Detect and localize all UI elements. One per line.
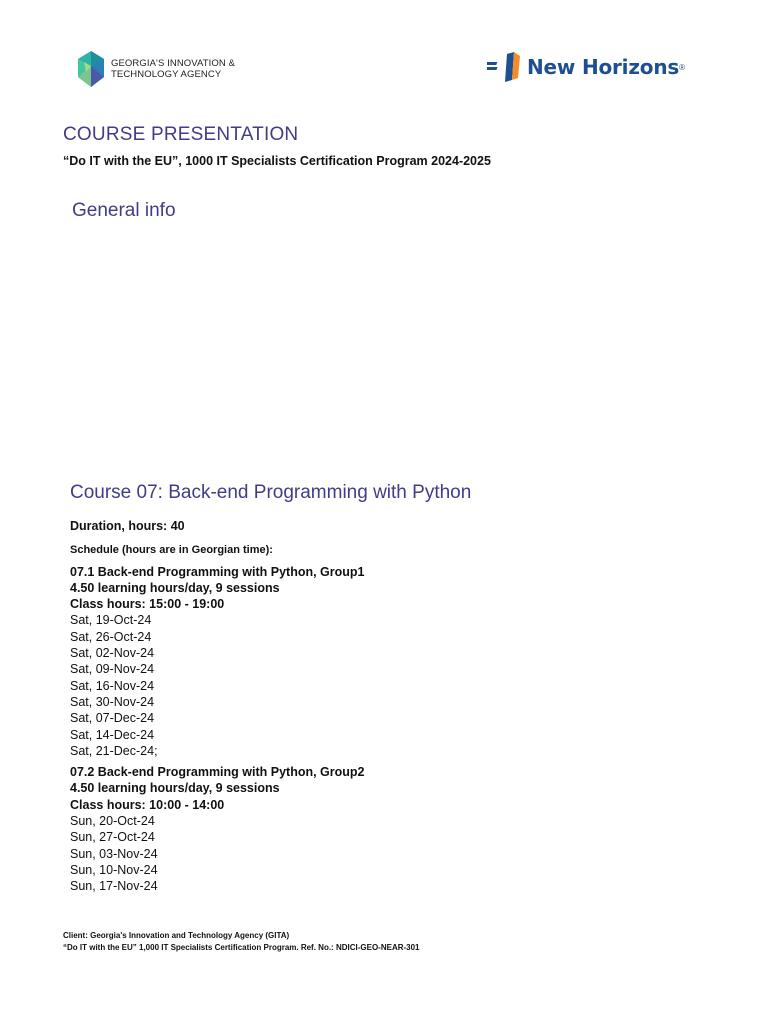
session-date: Sat, 14-Dec-24 bbox=[70, 727, 155, 742]
session-date: Sat, 21-Dec-24; bbox=[70, 743, 158, 758]
course-duration: Duration, hours: 40 bbox=[70, 519, 185, 533]
gita-logo-line2: TECHNOLOGY AGENCY bbox=[111, 69, 222, 80]
group-name: 07.1 Back-end Programming with Python, Group1 bbox=[70, 564, 365, 579]
session-date: Sat, 19-Oct-24 bbox=[70, 613, 152, 628]
session-date: Sat, 16-Nov-24 bbox=[70, 678, 155, 693]
footer-reference: “Do IT with the EU” 1,000 IT Specialists Certification Program. Ref. No.: NDICI-GEO-NEAR-301 bbox=[63, 942, 420, 952]
group-load: 4.50 learning hours/day, 9 sessions bbox=[70, 781, 280, 796]
session-date: Sat, 02-Nov-24 bbox=[70, 646, 155, 661]
group-hours: Class hours: 10:00 - 14:00 bbox=[70, 797, 225, 812]
gita-logo-line1: GEORGIA'S INNOVATION & bbox=[111, 58, 236, 69]
registered-mark: ® bbox=[679, 62, 685, 72]
group-load: 4.50 learning hours/day, 9 sessions bbox=[70, 580, 280, 595]
session-date: Sun, 10-Nov-24 bbox=[70, 862, 158, 877]
schedule-note: Schedule (hours are in Georgian time): bbox=[70, 544, 273, 557]
course-heading: Course 07: Back-end Programming with Python bbox=[70, 482, 472, 503]
gita-logo-icon bbox=[76, 50, 106, 88]
group-hours: Class hours: 15:00 - 19:00 bbox=[70, 597, 225, 612]
new-horizons-logo-text: New Horizons bbox=[527, 55, 680, 79]
group-section bbox=[70, 564, 670, 760]
session-date: Sun, 03-Nov-24 bbox=[70, 846, 158, 861]
session-date: Sat, 26-Oct-24 bbox=[70, 629, 152, 644]
course-details bbox=[70, 518, 670, 900]
new-horizons-logo-icon bbox=[487, 52, 521, 82]
page-footer bbox=[63, 930, 420, 953]
session-date: Sat, 07-Dec-24 bbox=[70, 711, 155, 726]
general-info-heading: General info bbox=[72, 200, 176, 221]
page-title: COURSE PRESENTATION bbox=[63, 124, 299, 145]
session-date: Sat, 09-Nov-24 bbox=[70, 662, 155, 677]
page-subtitle: “Do IT with the EU”, 1000 IT Specialists Certification Program 2024-2025 bbox=[63, 154, 491, 168]
group-name: 07.2 Back-end Programming with Python, Group2 bbox=[70, 765, 365, 780]
session-date: Sun, 20-Oct-24 bbox=[70, 814, 155, 829]
session-date: Sat, 30-Nov-24 bbox=[70, 694, 155, 709]
session-date: Sun, 27-Oct-24 bbox=[70, 830, 155, 845]
gita-logo bbox=[76, 50, 235, 88]
group-section bbox=[70, 764, 670, 894]
footer-client: Client: Georgia's Innovation and Technology Agency (GITA) bbox=[63, 931, 290, 940]
new-horizons-logo bbox=[487, 52, 685, 82]
session-date: Sun, 17-Nov-24 bbox=[70, 879, 158, 894]
